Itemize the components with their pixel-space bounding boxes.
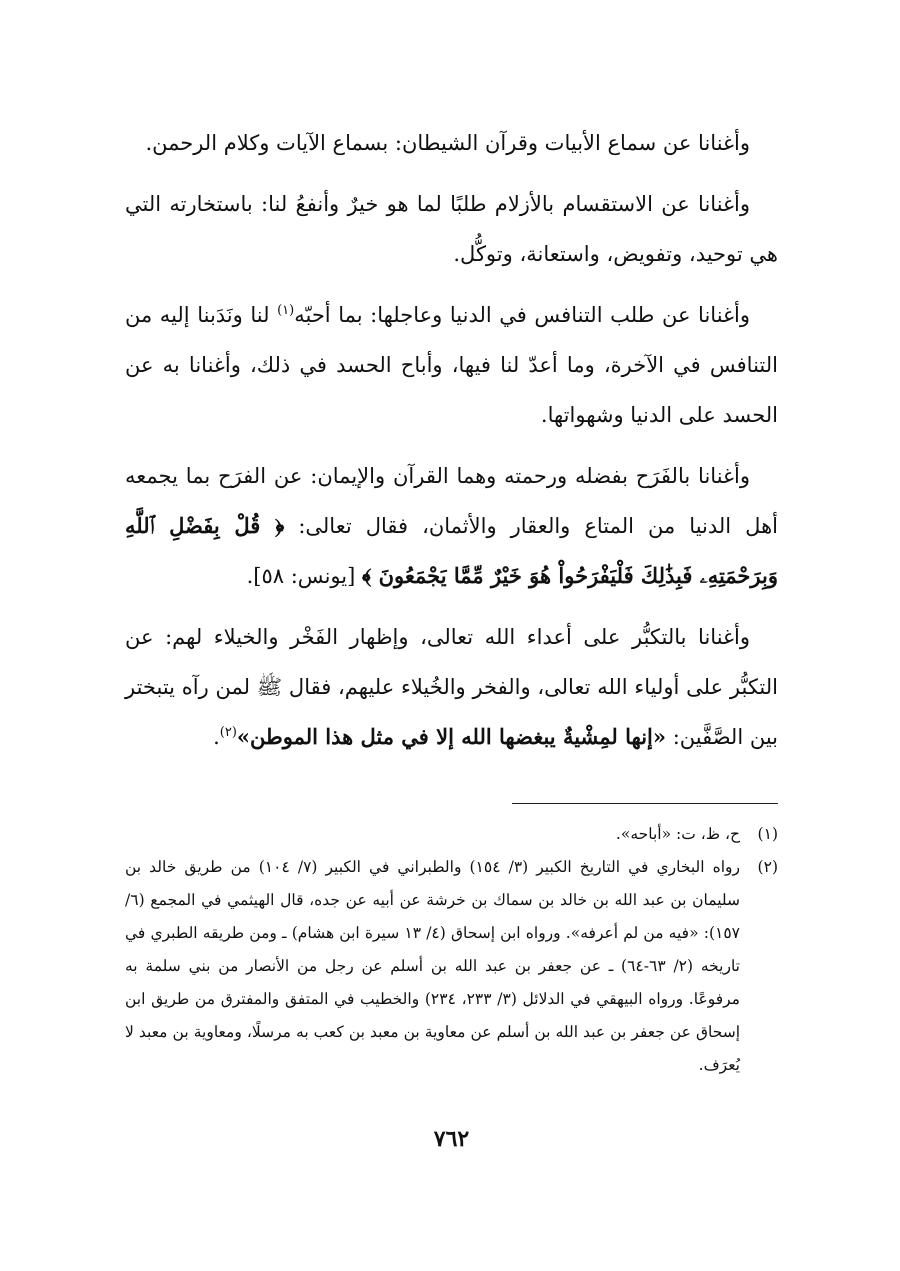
footnote-2-text: رواه البخاري في التاريخ الكبير (٣/ ١٥٤) والطبراني في الكبير (٧/ ١٠٤) من طريق خالد بن سليمان بن عبد الله بن خالد بن سماك بن خرشة عن أبيه عن جده، قال الهيثمي في المجمع (٦/ ١٥٧): «فيه من لم أعرفه». ورواه ابن إسحاق (٤/ ١٣ سيرة ابن هشام) ـ ومن طريقه الطبري في تاريخه (٢/ ٦٣-٦٤) ـ عن جعفر بن عبد الله بن أسلم عن رجل من الأنصار من بني سلمة به مرفوعًا. ورواه البيهقي في الدلائل (٣/ ٢٣٣، ٢٣٤) والخطيب في المتفق والمفترق من طريق ابن إسحاق عن جعفر بن عبد الله بن أسلم عن معاوية بن معبد بن كعب به مرسلًا، ومعاوية بن معبد لا يُعرَف.: [125, 858, 740, 1074]
paragraph-1-text: وأغنانا عن سماع الأبيات وقرآن الشيطان: بسماع الآيات وكلام الرحمن.: [145, 131, 750, 155]
footnote-1-text: ح، ظ، ت: «أباحه».: [615, 825, 740, 843]
footnote-1: [125, 818, 778, 851]
footnote-1-number: (١): [757, 825, 778, 843]
quran-verse: ﴿ قُلْ بِفَضْلِ ٱللَّهِ وَبِرَحْمَتِهِۦ فَبِذَٰلِكَ فَلْيَفْرَحُواْ هُوَ خَيْرٌ مِّمَّا يَجْمَعُونَ ﴾: [125, 513, 778, 588]
footnote-separator: [512, 803, 778, 804]
paragraph-3-text-before: وأغنانا عن طلب التنافس في الدنيا وعاجلها: بما أحبّه: [294, 303, 750, 327]
paragraph-2-text: وأغنانا عن الاستقسام بالأزلام طلبًا لما هو خيرٌ وأنفعُ لنا: باستخارته التي هي توحيد، وتفويض، واستعانة، وتوكُّل.: [125, 192, 778, 266]
paragraph-2: [125, 179, 778, 279]
paragraph-3: [125, 290, 778, 440]
paragraph-4: [125, 451, 778, 601]
footnote-ref-1[interactable]: (١): [277, 303, 295, 318]
footnote-2-number: (٢): [757, 858, 778, 876]
quran-reference: [يونس: ٥٨].: [246, 564, 362, 588]
book-page: [125, 118, 778, 1218]
paragraph-4-text-before: وأغنانا بالفَرَح بفضله ورحمته وهما القرآن والإيمان: عن الفرَح بما يجمعه أهل الدنيا من المتاع والعقار والأثمان، فقال تعالى:: [125, 464, 778, 538]
paragraph-3-text-after: لنا ونَدَبنا إليه من التنافس في الآخرة، وما أعدّ لنا فيها، وأباح الحسد في ذلك، وأغنانا به عن الحسد على الدنيا وشهواتها.: [125, 303, 778, 427]
paragraph-5-text-after: .: [213, 725, 220, 749]
paragraph-5-text-before: وأغنانا بالتكبُّر على أعداء الله تعالى، وإظهار الفَخْر والخيلاء لهم: عن التكبُّر على أولياء الله تعالى، والفخر والخُيلاء عليهم، فقال ﷺ لمن رآه يتبختر بين الصَّفَّين:: [125, 625, 778, 749]
footnote-ref-2[interactable]: (٢): [219, 725, 237, 740]
hadith-quote: «إنها لمِشْيةٌ يبغضها الله إلا في مثل هذا الموطن»: [236, 724, 667, 749]
main-text: [125, 118, 778, 762]
paragraph-1: [125, 118, 778, 168]
footnotes: [125, 818, 778, 1082]
page-number: ٧٦٢: [433, 1126, 470, 1152]
footnote-2: [125, 851, 778, 1082]
paragraph-5: [125, 612, 778, 762]
